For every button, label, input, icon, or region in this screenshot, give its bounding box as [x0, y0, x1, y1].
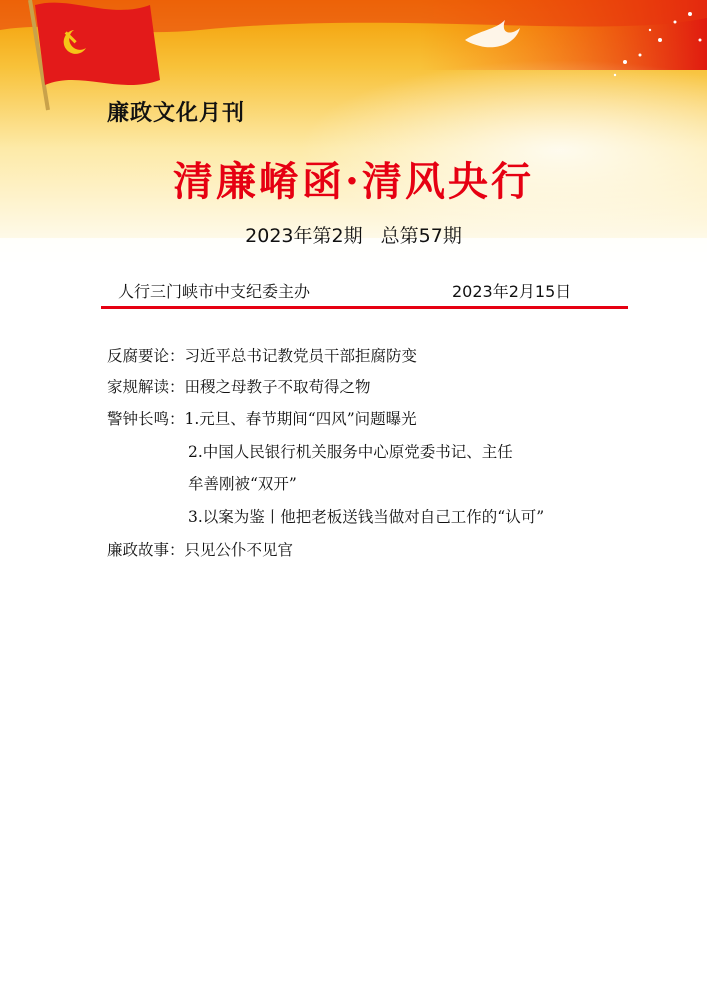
header-divider: [101, 306, 628, 309]
toc-row: [188, 472, 297, 494]
toc-row: [188, 440, 513, 462]
publish-date: 2023年2月15日: [452, 282, 572, 301]
toc-article-title[interactable]: 习近平总书记教党员干部拒腐防变: [184, 347, 418, 365]
toc-section-label: 廉政故事：: [107, 541, 185, 559]
issue-line: [0, 221, 707, 248]
toc-row: [107, 407, 417, 429]
toc-row: [107, 538, 293, 560]
toc-article-title[interactable]: 3.以案为鉴丨他把老板送钱当做对自己工作的“认可”: [188, 508, 545, 526]
toc-section-label: 反腐要论：: [107, 347, 185, 365]
toc-section-label: 警钟长鸣：: [107, 410, 185, 428]
organizer-text: 人行三门峡市中支纪委主办: [118, 282, 311, 301]
toc-row: [188, 505, 544, 527]
magazine-title: 廉政文化月刊: [107, 101, 246, 126]
toc-article-title[interactable]: 田稷之母教子不取苟得之物: [184, 378, 371, 396]
toc-article-title-continued[interactable]: 牟善刚被“双开”: [188, 475, 297, 493]
main-title: 清廉崤函·清风央行: [173, 158, 534, 205]
toc-row: [107, 344, 417, 366]
toc-article-title[interactable]: 只见公仆不见官: [184, 541, 294, 559]
issue-total: 总第57期: [380, 225, 462, 247]
red-flag-icon: [35, 3, 160, 85]
toc-row: [107, 375, 371, 397]
issue-year: 2023年第2期: [245, 225, 363, 247]
toc-article-title[interactable]: 1.元旦、春节期间“四风”问题曝光: [184, 410, 417, 428]
toc-article-title[interactable]: 2.中国人民银行机关服务中心原党委书记、主任: [188, 443, 513, 461]
toc-section-label: 家规解读：: [107, 378, 185, 396]
